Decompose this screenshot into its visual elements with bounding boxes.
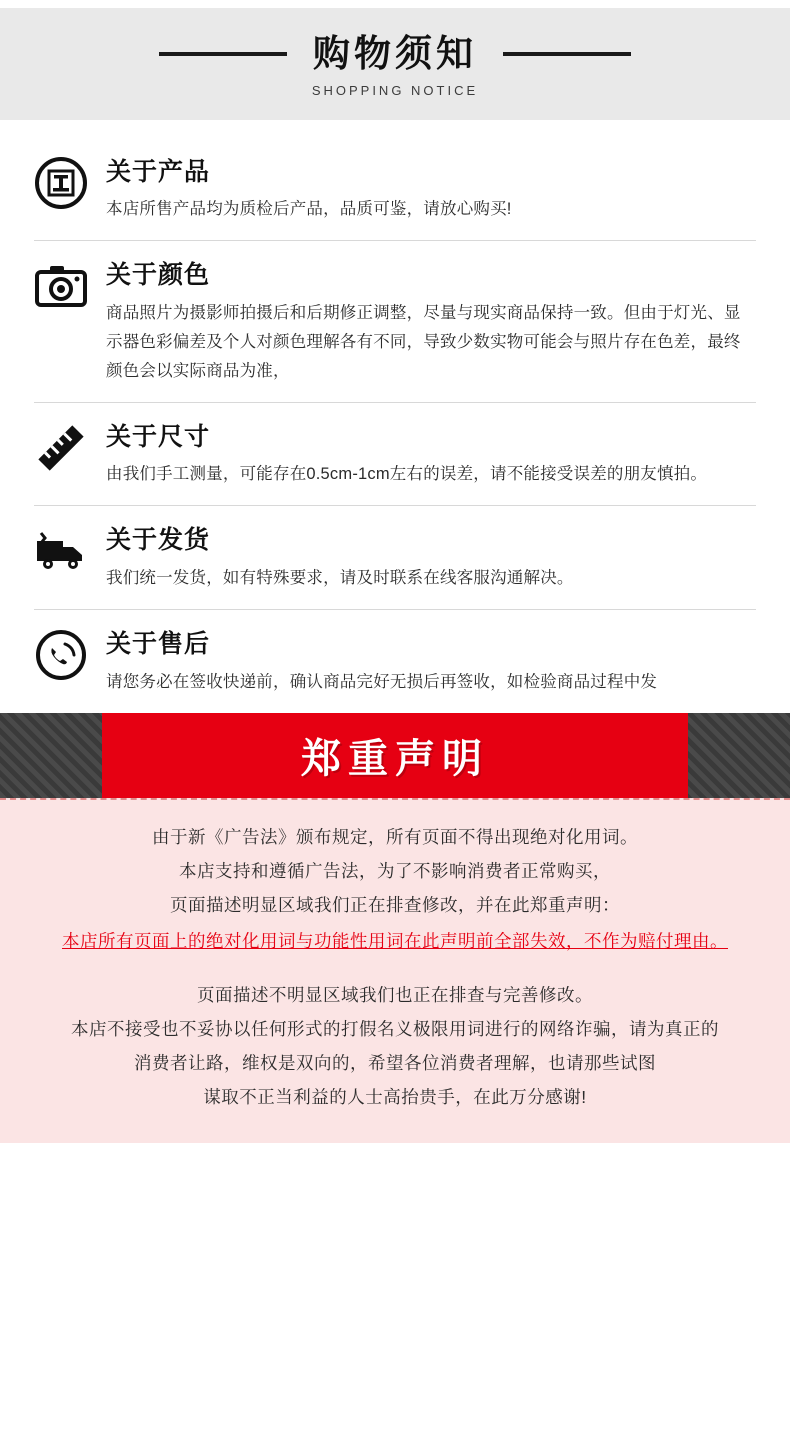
ruler-icon bbox=[34, 421, 88, 475]
declaration-line: 本店支持和遵循广告法，为了不影响消费者正常购买， bbox=[179, 860, 611, 881]
header-rule-right bbox=[503, 52, 631, 56]
notice-body bbox=[106, 628, 756, 697]
notice-list bbox=[0, 120, 790, 703]
header-rule-left bbox=[159, 52, 287, 56]
statement-banner-text: 郑重声明 bbox=[301, 736, 489, 781]
notice-body bbox=[106, 524, 756, 593]
page-subtitle: SHOPPING NOTICE bbox=[311, 82, 479, 98]
declaration-line: 由于新《广告法》颁布规定，所有页面不得出现绝对化用词。 bbox=[152, 826, 638, 847]
declaration-line: 消费者让路，维权是双向的，希望各位消费者理解，也请那些试图 bbox=[134, 1053, 656, 1074]
notice-item-size bbox=[34, 403, 756, 507]
notice-item-shipping bbox=[34, 506, 756, 610]
statement-banner bbox=[0, 713, 790, 798]
declaration-line: 谋取不正当利益的人士高抬贵手，在此万分感谢! bbox=[203, 1087, 587, 1108]
notice-text: 本店所售产品均为质检后产品，品质可鉴，请放心购买! bbox=[106, 200, 512, 219]
notice-body bbox=[106, 259, 756, 385]
footer-spacer bbox=[0, 1143, 790, 1213]
header-title-row bbox=[0, 34, 790, 75]
notice-item-product bbox=[34, 138, 756, 242]
phone-support-icon bbox=[34, 628, 88, 682]
notice-item-aftersales bbox=[34, 610, 756, 703]
statement-banner-inner bbox=[102, 713, 688, 798]
notice-title: 关于售后 bbox=[106, 629, 211, 658]
quality-seal-icon bbox=[34, 156, 88, 210]
notice-text: 我们统一发货，如有特殊要求，请及时联系在线客服沟通解决。 bbox=[106, 569, 574, 588]
camera-icon bbox=[34, 259, 88, 313]
page-title: 购物须知 bbox=[313, 33, 477, 74]
notice-title: 关于颜色 bbox=[106, 261, 211, 290]
notice-body bbox=[106, 421, 756, 490]
declaration-block bbox=[0, 798, 790, 1143]
notice-text: 请您务必在签收快递前，确认商品完好无损后再签收，如检验商品过程中发 bbox=[106, 672, 658, 691]
declaration-spacer bbox=[12, 960, 778, 978]
notice-item-color bbox=[34, 241, 756, 402]
declaration-line: 页面描述明显区域我们正在排查修改，并在此郑重声明： bbox=[170, 894, 620, 915]
declaration-highlight: 本店所有页面上的绝对化用词与功能性用词在此声明前全部失效，不作为赔付理由。 bbox=[62, 930, 728, 951]
declaration-line: 本店不接受也不妥协以任何形式的打假名义极限用词进行的网络诈骗，请为真正的 bbox=[71, 1019, 719, 1040]
declaration-line: 页面描述不明显区域我们也正在排查与完善修改。 bbox=[197, 985, 593, 1006]
page-header bbox=[0, 8, 790, 120]
top-spacer bbox=[0, 0, 790, 8]
notice-title: 关于发货 bbox=[106, 526, 211, 555]
notice-title: 关于尺寸 bbox=[106, 422, 211, 451]
notice-title: 关于产品 bbox=[106, 157, 211, 186]
notice-body bbox=[106, 156, 756, 225]
delivery-truck-icon bbox=[34, 524, 88, 578]
notice-text: 由我们手工测量，可能存在0.5cm-1cm左右的误差，请不能接受误差的朋友慎拍。 bbox=[106, 465, 708, 484]
notice-text: 商品照片为摄影师拍摄后和后期修正调整，尽量与现实商品保持一致。但由于灯光、显示器色彩偏差及个人对颜色理解各有不同，导致少数实物可能会与照片存在色差，最终颜色会以实际商品为准， bbox=[106, 304, 741, 380]
